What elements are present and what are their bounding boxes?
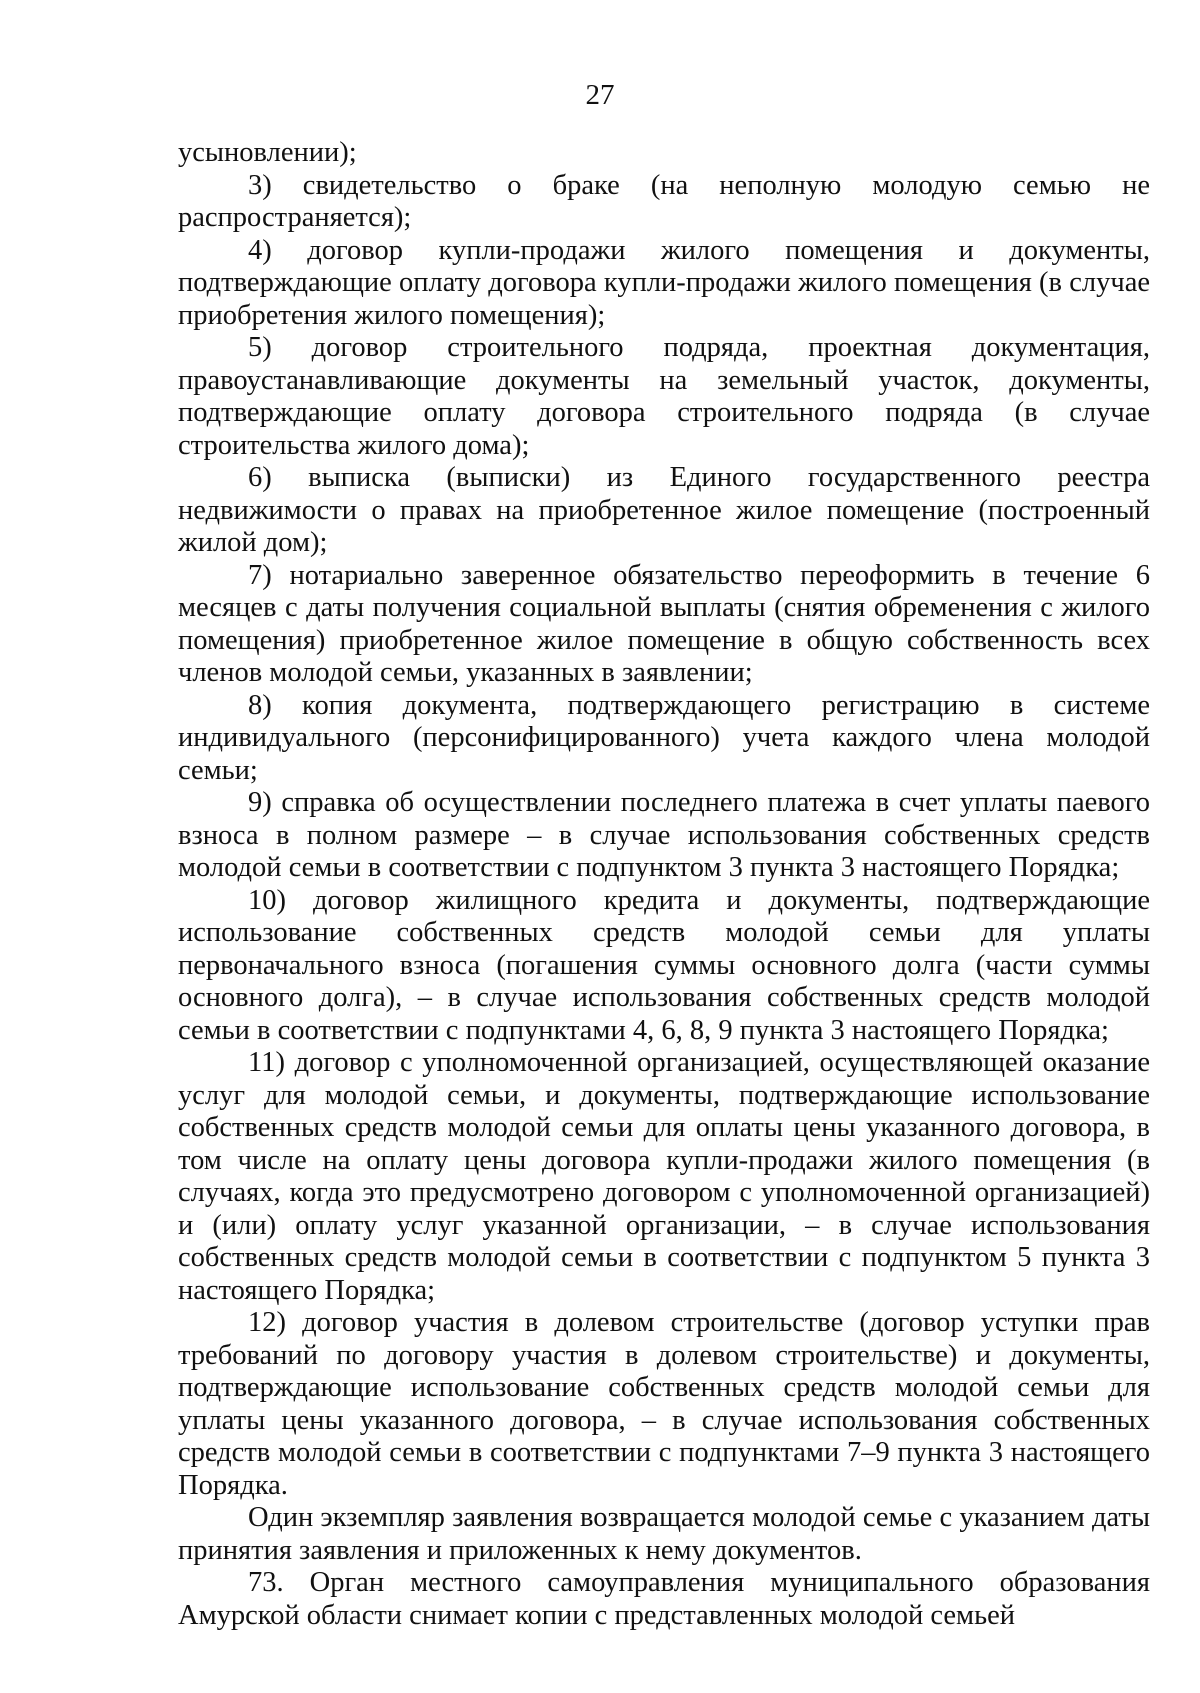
paragraph: 9) справка об осуществлении последнего платежа в счет уплаты паевого взноса в полном размере – в случае использования собственных средств молодой семьи в соответствии с подпунктом 3 пункта 3 настоящего Порядка; (178, 787, 1150, 883)
paragraph: 8) копия документа, подтверждающего регистрацию в системе индивидуального (персонифицированного) учета каждого члена молодой семьи; (178, 689, 1150, 786)
paragraph: усыновлении); (178, 137, 357, 168)
paragraph: 12) договор участия в долевом строительстве (договор уступки прав требований по договору участия в долевом строительстве) и документы, подтверждающие использование собственных средств молодой семьи для уплаты цены указанного договора, – в случае использования собственных средств молодой семьи в соответствии с подпунктами 7–9 пункта 3 настоящего Порядка. (178, 1307, 1150, 1501)
paragraph: 7) нотариально заверенное обязательство переоформить в течение 6 месяцев с даты получения социальной выплаты (снятия обременения с жилого помещения) приобретенное жилое помещение в общую собственность всех членов молодой семьи, указанных в заявлении; (178, 559, 1150, 688)
page-number: 27 (585, 79, 615, 111)
document-body (178, 137, 1150, 1632)
paragraph: 4) договор купли-продажи жилого помещения и документы, подтверждающие оплату договора купли-продажи жилого помещения (в случае приобретения жилого помещения); (178, 234, 1150, 331)
paragraph: 6) выписка (выписки) из Единого государственного реестра недвижимости о правах на приобретенное жилое помещение (построенный жилой дом); (178, 462, 1150, 558)
paragraph: Один экземпляр заявления возвращается молодой семье с указанием даты принятия заявления и приложенных к нему документов. (178, 1502, 1150, 1566)
paragraph: 10) договор жилищного кредита и документы, подтверждающие использование собственных средств молодой семьи для уплаты первоначального взноса (погашения суммы основного долга (части суммы основного долга), – в случае использования собственных средств молодой семьи в соответствии с подпунктами 4, 6, 8, 9 пункта 3 настоящего Порядка; (178, 884, 1150, 1046)
paragraph: 5) договор строительного подряда, проектная документация, правоустанавливающие документы на земельный участок, документы, подтверждающие оплату договора строительного подряда (в случае строительства жилого дома); (178, 332, 1150, 461)
paragraph: 3) свидетельство о браке (на неполную молодую семью не распространяется); (178, 169, 1150, 233)
paragraph: 73. Орган местного самоуправления муниципального образования Амурской области снимает копии с представленных молодой семьей (178, 1567, 1150, 1631)
paragraph: 11) договор с уполномоченной организацией, осуществляющей оказание услуг для молодой семьи, и документы, подтверждающие использование собственных средств молодой семьи для оплаты цены указанного договора, в том числе на оплату цены договора купли-продажи жилого помещения (в случаях, когда это предусмотрено договором с уполномоченной организацией) и (или) оплату услуг указанной организации, – в случае использования собственных средств молодой семьи в соответствии с подпунктом 5 пункта 3 настоящего Порядка; (178, 1047, 1150, 1306)
